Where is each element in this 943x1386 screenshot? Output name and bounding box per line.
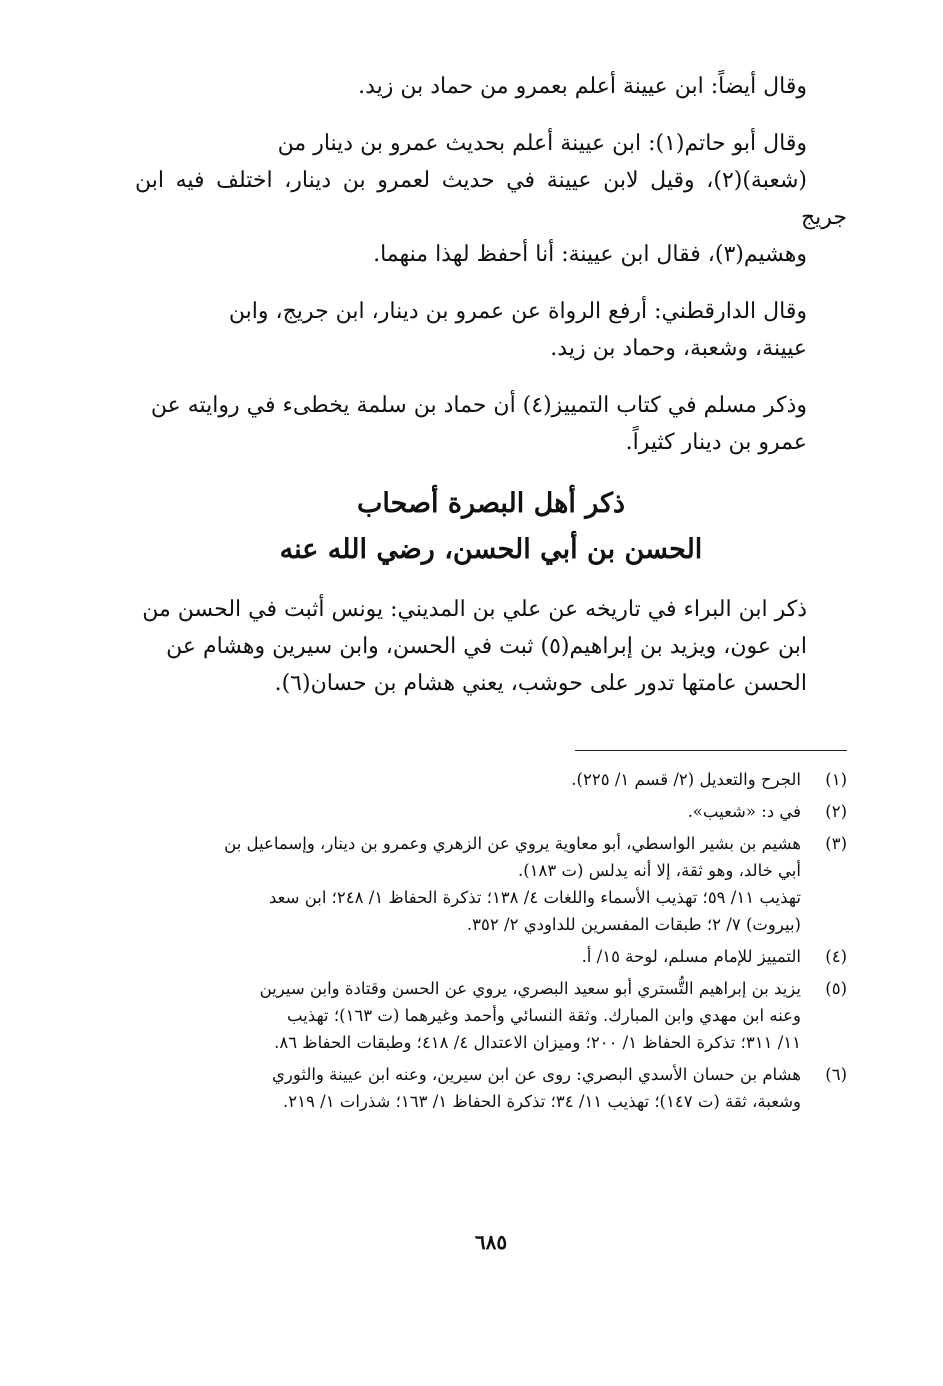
footnote-line: الجرح والتعديل (٢/ قسم ١/ ٢٢٥). xyxy=(571,770,801,789)
footnote-3 xyxy=(135,830,847,938)
text-line: وقال الدارقطني: أرفع الرواة عن عمرو بن دينار، ابن جريج، وابن xyxy=(228,299,807,324)
body-paragraph-3 xyxy=(135,293,847,367)
footnote-line: ١١/ ٣١١؛ تذكرة الحفاظ ١/ ٢٠٠؛ وميزان الاعتدال ٤/ ٤١٨؛ وطبقات الحفاظ ٨٦. xyxy=(274,1033,801,1052)
text-line: عيينة، وشعبة، وحماد بن زيد. xyxy=(550,336,807,361)
text-line: وقال أيضاً: ابن عيينة أعلم بعمرو من حماد بن زيد. xyxy=(358,74,807,99)
footnote-number: (٤) xyxy=(825,947,847,966)
text-line: وذكر مسلم في كتاب التمييز(٤) أن حماد بن سلمة يخطىء في روايته عن xyxy=(150,393,807,418)
footnote-4 xyxy=(135,943,847,970)
text-line: ذكر ابن البراء في تاريخه عن علي بن المديني: يونس أثبت في الحسن من xyxy=(142,597,807,622)
body-paragraph-1 xyxy=(135,68,847,105)
footnote-line: يزيد بن إبراهيم التُّستري أبو سعيد البصري، يروي عن الحسن وقتادة وابن سيرين xyxy=(259,979,801,998)
section-heading xyxy=(135,481,847,573)
footnote-divider xyxy=(575,750,847,751)
footnote-6 xyxy=(135,1061,847,1115)
footnote-5 xyxy=(135,975,847,1056)
text-line: (شعبة)(٢)، وقيل لابن عيينة في حديث لعمرو بن دينار، اختلف فيه ابن جريج xyxy=(135,168,847,230)
body-paragraph-2 xyxy=(135,125,847,273)
footnote-line: هشام بن حسان الأسدي البصري: روى عن ابن سيرين، وعنه ابن عيينة والثوري xyxy=(271,1065,801,1084)
footnote-number: (١) xyxy=(825,770,847,789)
text-line: وقال أبو حاتم(١): ابن عيينة أعلم بحديث عمرو بن دينار من xyxy=(277,131,807,156)
footnote-line: (بيروت) ٧/ ٢؛ طبقات المفسرين للداودي ٢/ ٣٥٢. xyxy=(466,915,801,934)
page-number: ٦٨٥ xyxy=(474,1230,508,1254)
footnote-line: تهذيب ١١/ ٥٩؛ تهذيب الأسماء واللغات ٤/ ١٣٨؛ تذكرة الحفاظ ١/ ٢٤٨؛ ابن سعد xyxy=(269,888,801,907)
text-line: الحسن عامتها تدور على حوشب، يعني هشام بن حسان(٦). xyxy=(274,671,807,696)
book-page xyxy=(135,68,847,1358)
footnote-line: في د: «شعيب». xyxy=(687,802,801,821)
footnote-number: (٣) xyxy=(825,834,847,853)
footnote-2 xyxy=(135,798,847,825)
section-paragraph xyxy=(135,591,847,702)
footnote-line: هشيم بن بشير الواسطي، أبو معاوية يروي عن الزهري وعمرو بن دينار، وإسماعيل بن xyxy=(224,834,801,853)
text-line: عمرو بن دينار كثيراً. xyxy=(625,430,807,455)
footnote-number: (٦) xyxy=(825,1065,847,1084)
text-line: ابن عون، ويزيد بن إبراهيم(٥) ثبت في الحسن، وابن سيرين وهشام عن xyxy=(166,634,807,659)
footnote-line: وعنه ابن مهدي وابن المبارك. وثقة النسائي وأحمد وغيرهما (ت ١٦٣)؛ تهذيب xyxy=(286,1006,801,1025)
section-heading-line-2: الحسن بن أبي الحسن، رضي الله عنه xyxy=(279,534,703,565)
body-paragraph-4 xyxy=(135,387,847,461)
section-heading-line-1: ذكر أهل البصرة أصحاب xyxy=(357,488,625,519)
footnote-line: التمييز للإمام مسلم، لوحة ١٥/ أ. xyxy=(581,947,801,966)
footnotes xyxy=(135,766,847,1120)
footnote-line: أبي خالد، وهو ثقة، إلا أنه يدلس (ت ١٨٣). xyxy=(517,861,801,880)
footnote-line: وشعبة، ثقة (ت ١٤٧)؛ تهذيب ١١/ ٣٤؛ تذكرة الحفاظ ١/ ١٦٣؛ شذرات ١/ ٢١٩. xyxy=(283,1092,801,1111)
footnote-1 xyxy=(135,766,847,793)
footnote-number: (٥) xyxy=(825,979,847,998)
footnote-number: (٢) xyxy=(825,802,847,821)
text-line: وهشيم(٣)، فقال ابن عيينة: أنا أحفظ لهذا منهما. xyxy=(373,242,807,267)
